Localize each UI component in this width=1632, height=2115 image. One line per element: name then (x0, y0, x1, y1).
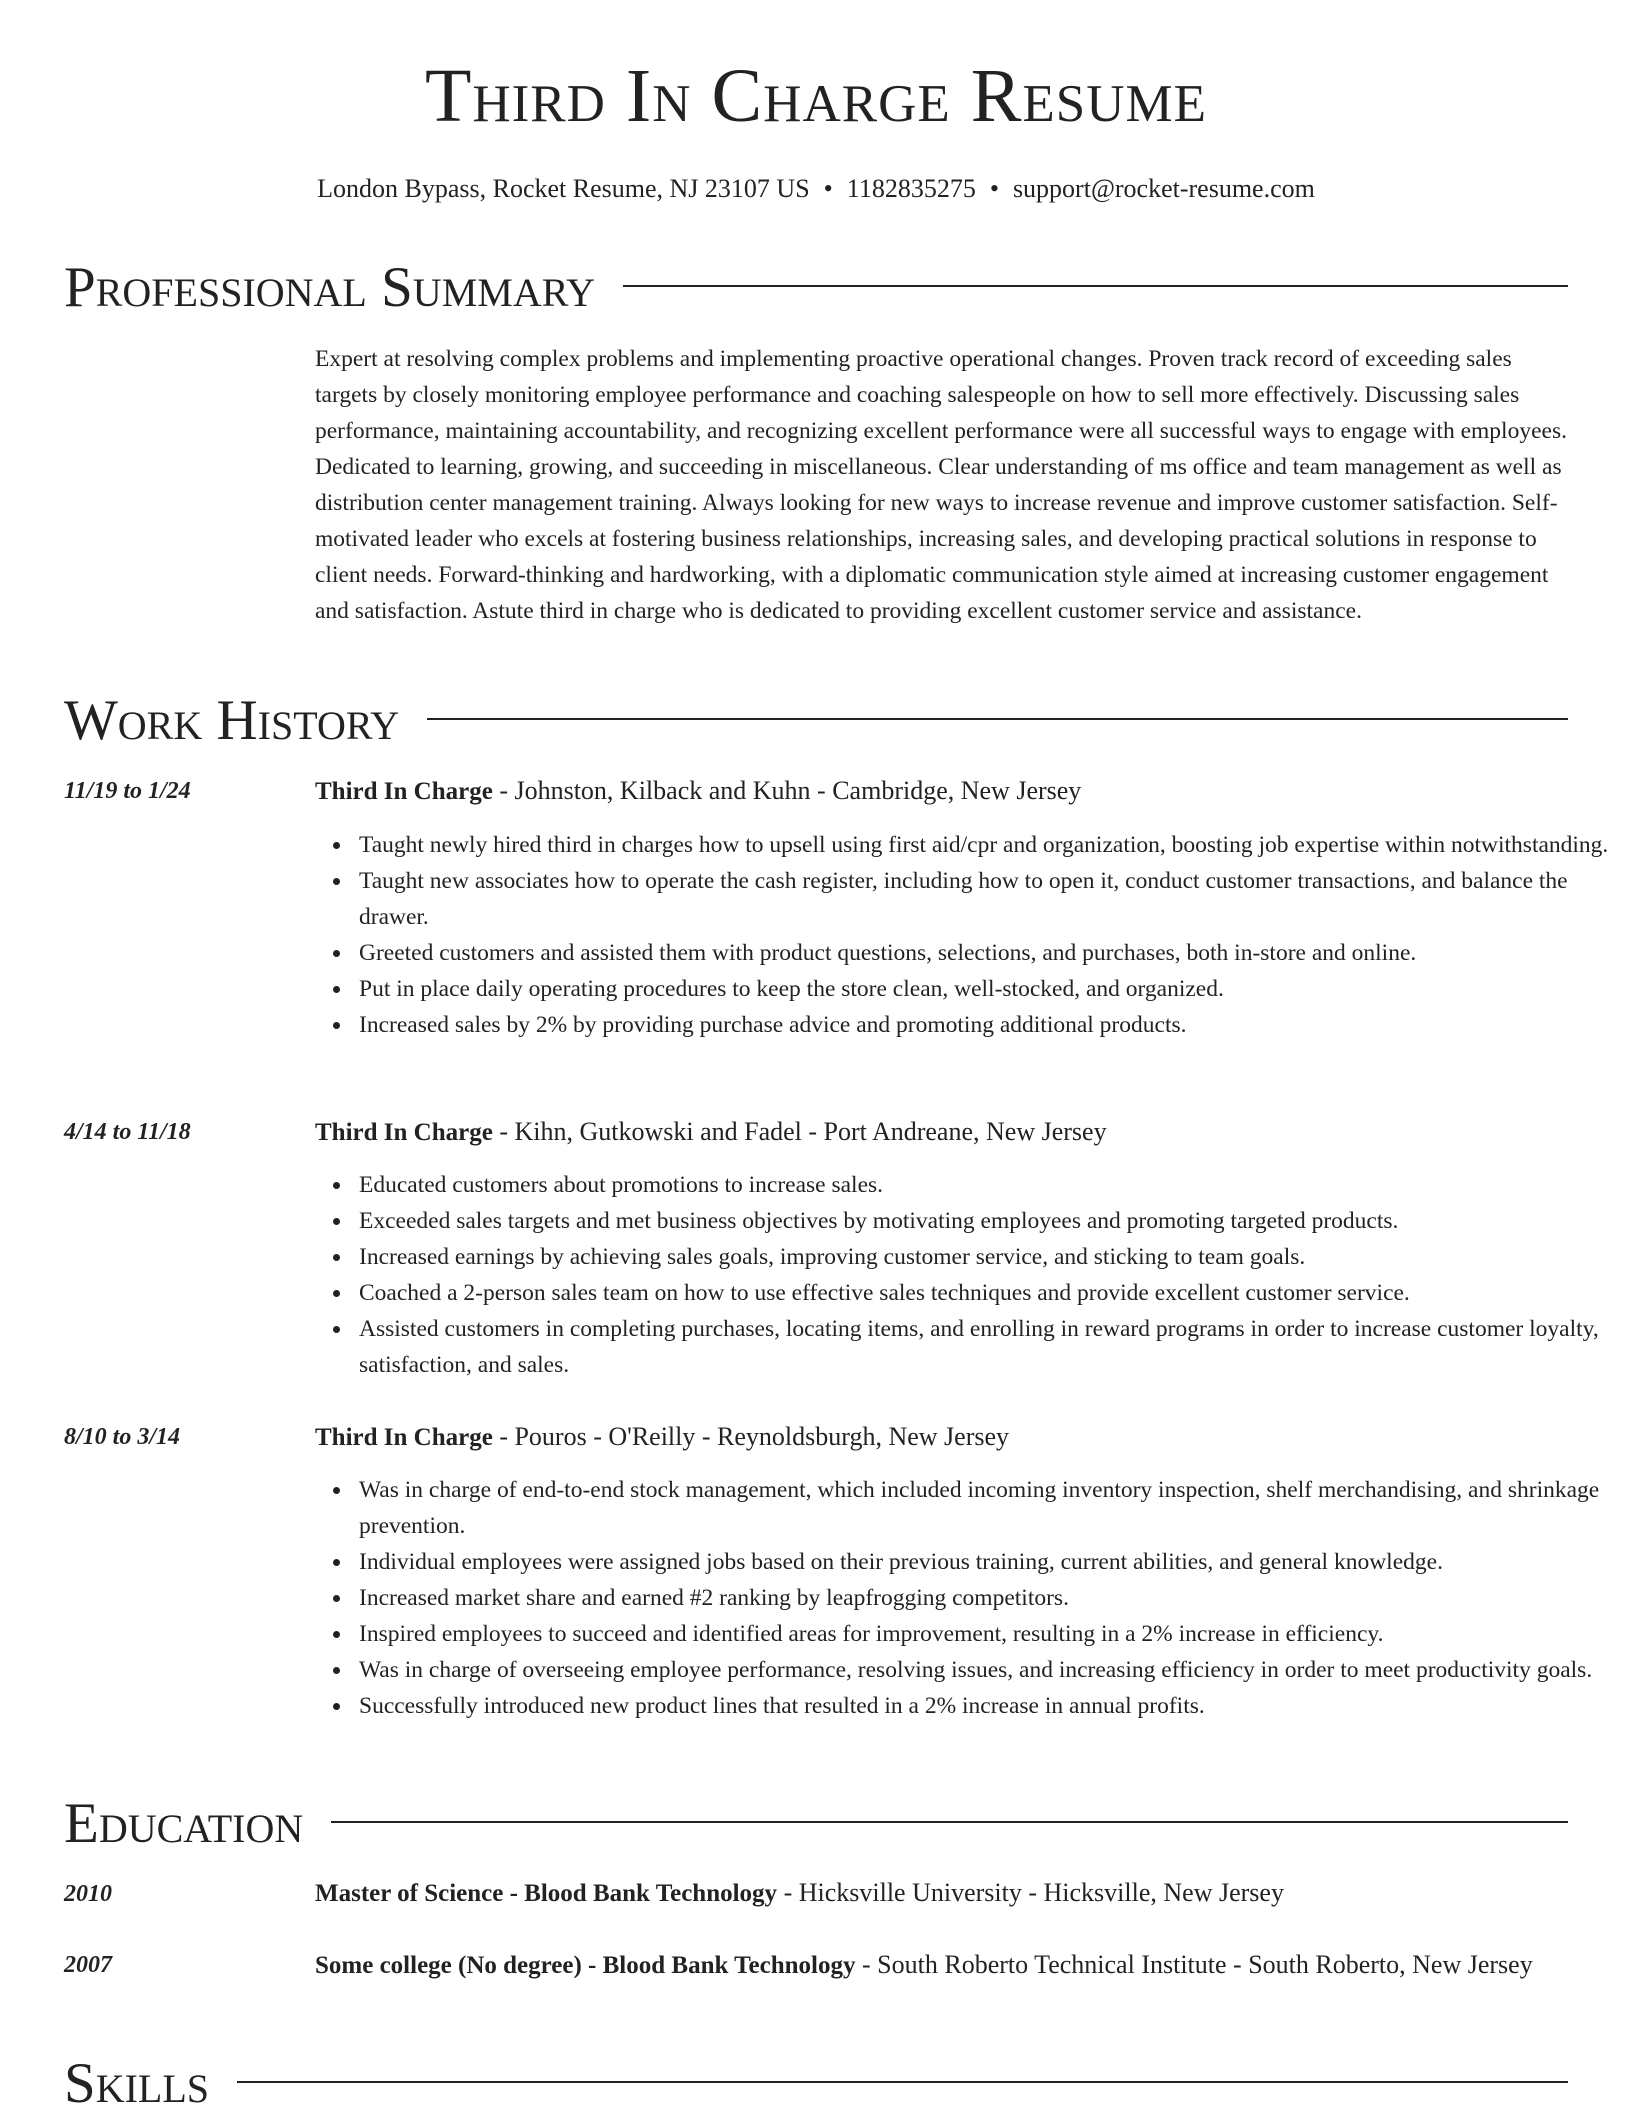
job-employer: - Kihn, Gutkowski and Fadel - Port Andreane, New Jersey (492, 1117, 1107, 1146)
list-item: Greeted customers and assisted them with product questions, selections, and purchases, both in-store and online. (359, 935, 1612, 971)
job-bullets (315, 1472, 1612, 1724)
education-entry (315, 1874, 1568, 1913)
job-dates: 4/14 to 11/18 (64, 1119, 191, 1145)
list-item: Increased sales by 2% by providing purchase advice and promoting additional products. (359, 1007, 1612, 1043)
list-item: Successfully introduced new product lines that resulted in a 2% increase in annual profits. (359, 1688, 1612, 1724)
section-heading-education: Education (64, 1795, 331, 1852)
job-employer: - Pouros - O'Reilly - Reynoldsburgh, New Jersey (492, 1422, 1010, 1451)
degree-title: Master of Science - Blood Bank Technology (315, 1880, 778, 1907)
education-year: 2010 (64, 1881, 112, 1907)
address-text: London Bypass, Rocket Resume, NJ 23107 US (317, 174, 810, 203)
job-dates: 11/19 to 1/24 (64, 778, 191, 804)
list-item: Individual employees were assigned jobs based on their previous training, current abilities, and general knowledge. (359, 1544, 1612, 1580)
job-bullets (315, 827, 1612, 1043)
job-header (315, 1418, 1568, 1457)
list-item: Increased earnings by achieving sales goals, improving customer service, and sticking to team goals. (359, 1239, 1612, 1275)
education-entry (315, 1946, 1568, 1985)
school-details: - South Roberto Technical Institute - South Roberto, New Jersey (855, 1950, 1533, 1979)
list-item: Coached a 2-person sales team on how to use effective sales techniques and provide excellent customer service. (359, 1275, 1612, 1311)
list-item: Increased market share and earned #2 ranking by leapfrogging competitors. (359, 1580, 1612, 1616)
school-details: - Hicksville University - Hicksville, New Jersey (777, 1878, 1284, 1907)
section-heading-work-history: Work History (64, 692, 427, 749)
list-item: Was in charge of end-to-end stock management, which included incoming inventory inspection, shelf merchandising, and shrinkage prevention. (359, 1472, 1612, 1544)
job-title: Third In Charge (315, 1119, 493, 1146)
job-title: Third In Charge (315, 1424, 493, 1451)
job-dates: 8/10 to 3/14 (64, 1424, 181, 1450)
contact-line (0, 176, 1632, 202)
list-item: Educated customers about promotions to increase sales. (359, 1167, 1612, 1203)
job-employer: - Johnston, Kilback and Kuhn - Cambridge, New Jersey (492, 776, 1082, 805)
job-title: Third In Charge (315, 778, 493, 805)
education-year: 2007 (64, 1952, 112, 1978)
list-item: Was in charge of overseeing employee performance, resolving issues, and increasing efficiency in order to meet productivity goals. (359, 1652, 1612, 1688)
list-item: Taught newly hired third in charges how to upsell using first aid/cpr and organization, boosting job expertise within notwithstanding. (359, 827, 1612, 863)
contact-separator: • (989, 174, 999, 203)
email-link[interactable]: support@rocket-resume.com (1012, 174, 1315, 203)
list-item: Exceeded sales targets and met business objectives by motivating employees and promoting targeted products. (359, 1203, 1612, 1239)
resume-title: Third In Charge Resume (424, 54, 1208, 138)
section-heading-summary: Professional Summary (64, 259, 623, 316)
contact-separator: • (823, 174, 833, 203)
summary-paragraph: Expert at resolving complex problems and implementing proactive operational changes. Proven track record of exceeding sales targets by closely monitoring employee performance and coaching salespeople on how to sell more effectively. Discussing sales performance, maintaining accountability, and recognizing excellent performance were all successful ways to engage with employees. Dedicated to learning, growing, and succeeding in miscellaneous. Clear understanding of ms office and team management as well as distribution center management training. Always looking for new ways to increase revenue and improve customer satisfaction. Self-motivated leader who excels at fostering business relationships, increasing sales, and developing practical solutions in response to client needs. Forward-thinking and hardworking, with a diplomatic communication style aimed at increasing customer engagement and satisfaction. Astute third in charge who is dedicated to providing excellent customer service and assistance. (315, 346, 1567, 624)
phone-text: 1182835275 (846, 174, 976, 203)
list-item: Inspired employees to succeed and identified areas for improvement, resulting in a 2% increase in efficiency. (359, 1616, 1612, 1652)
section-heading-skills: Skills (64, 2055, 237, 2112)
job-header (315, 772, 1568, 811)
section-divider (64, 2081, 1568, 2083)
list-item: Taught new associates how to operate the cash register, including how to open it, conduct customer transactions, and balance the drawer. (359, 863, 1612, 935)
degree-title: Some college (No degree) - Blood Bank Technology (315, 1952, 856, 1979)
list-item: Assisted customers in completing purchases, locating items, and enrolling in reward programs in order to increase customer loyalty, satisfaction, and sales. (359, 1311, 1612, 1383)
list-item: Put in place daily operating procedures to keep the store clean, well-stocked, and organized. (359, 971, 1612, 1007)
job-header (315, 1113, 1568, 1152)
job-bullets (315, 1167, 1612, 1383)
